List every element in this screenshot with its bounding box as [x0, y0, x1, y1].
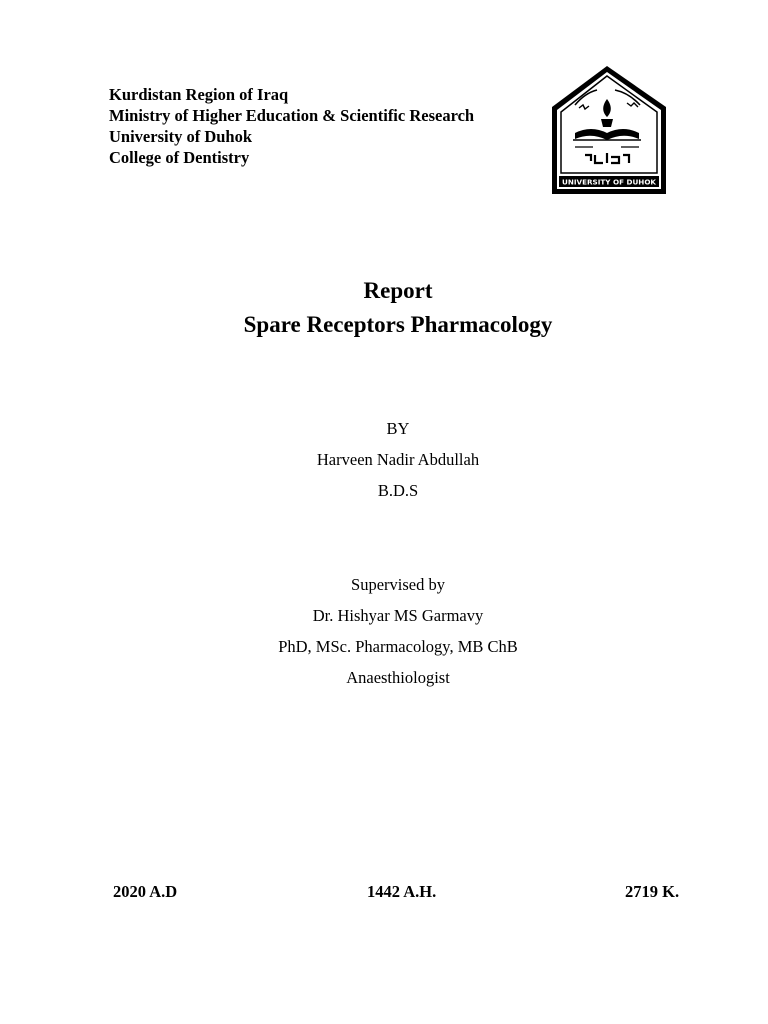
title-report: Report [363, 278, 433, 303]
supervisor-role: Anaesthiologist [346, 668, 450, 687]
ministry-line: Ministry of Higher Education & Scientific Research [109, 106, 475, 125]
supervisor-name: Dr. Hishyar MS Garmavy [312, 606, 484, 625]
footer-year-ah: 1442 A.H. [367, 882, 437, 901]
supervised-by-label: Supervised by [351, 575, 445, 594]
college-line: College of Dentistry [109, 148, 250, 167]
region-line: Kurdistan Region of Iraq [109, 85, 289, 104]
author-block [0, 413, 768, 506]
by-label: BY [386, 419, 410, 438]
university-of-duhok-logo [545, 63, 670, 198]
institution-header [109, 84, 474, 168]
report-title [0, 274, 768, 342]
title-subject: Spare Receptors Pharmacology [243, 312, 553, 337]
logo-banner-text: UNIVERSITY OF DUHOK [561, 177, 657, 187]
author-name: Harveen Nadir Abdullah [316, 450, 480, 469]
author-degree: B.D.S [377, 481, 419, 500]
university-line: University of Duhok [109, 127, 253, 146]
footer-year-k: 2719 K. [625, 882, 680, 901]
supervisor-qualifications: PhD, MSc. Pharmacology, MB ChB [278, 637, 518, 656]
footer-year-ad: 2020 A.D [113, 882, 178, 901]
supervisor-block [0, 569, 768, 693]
